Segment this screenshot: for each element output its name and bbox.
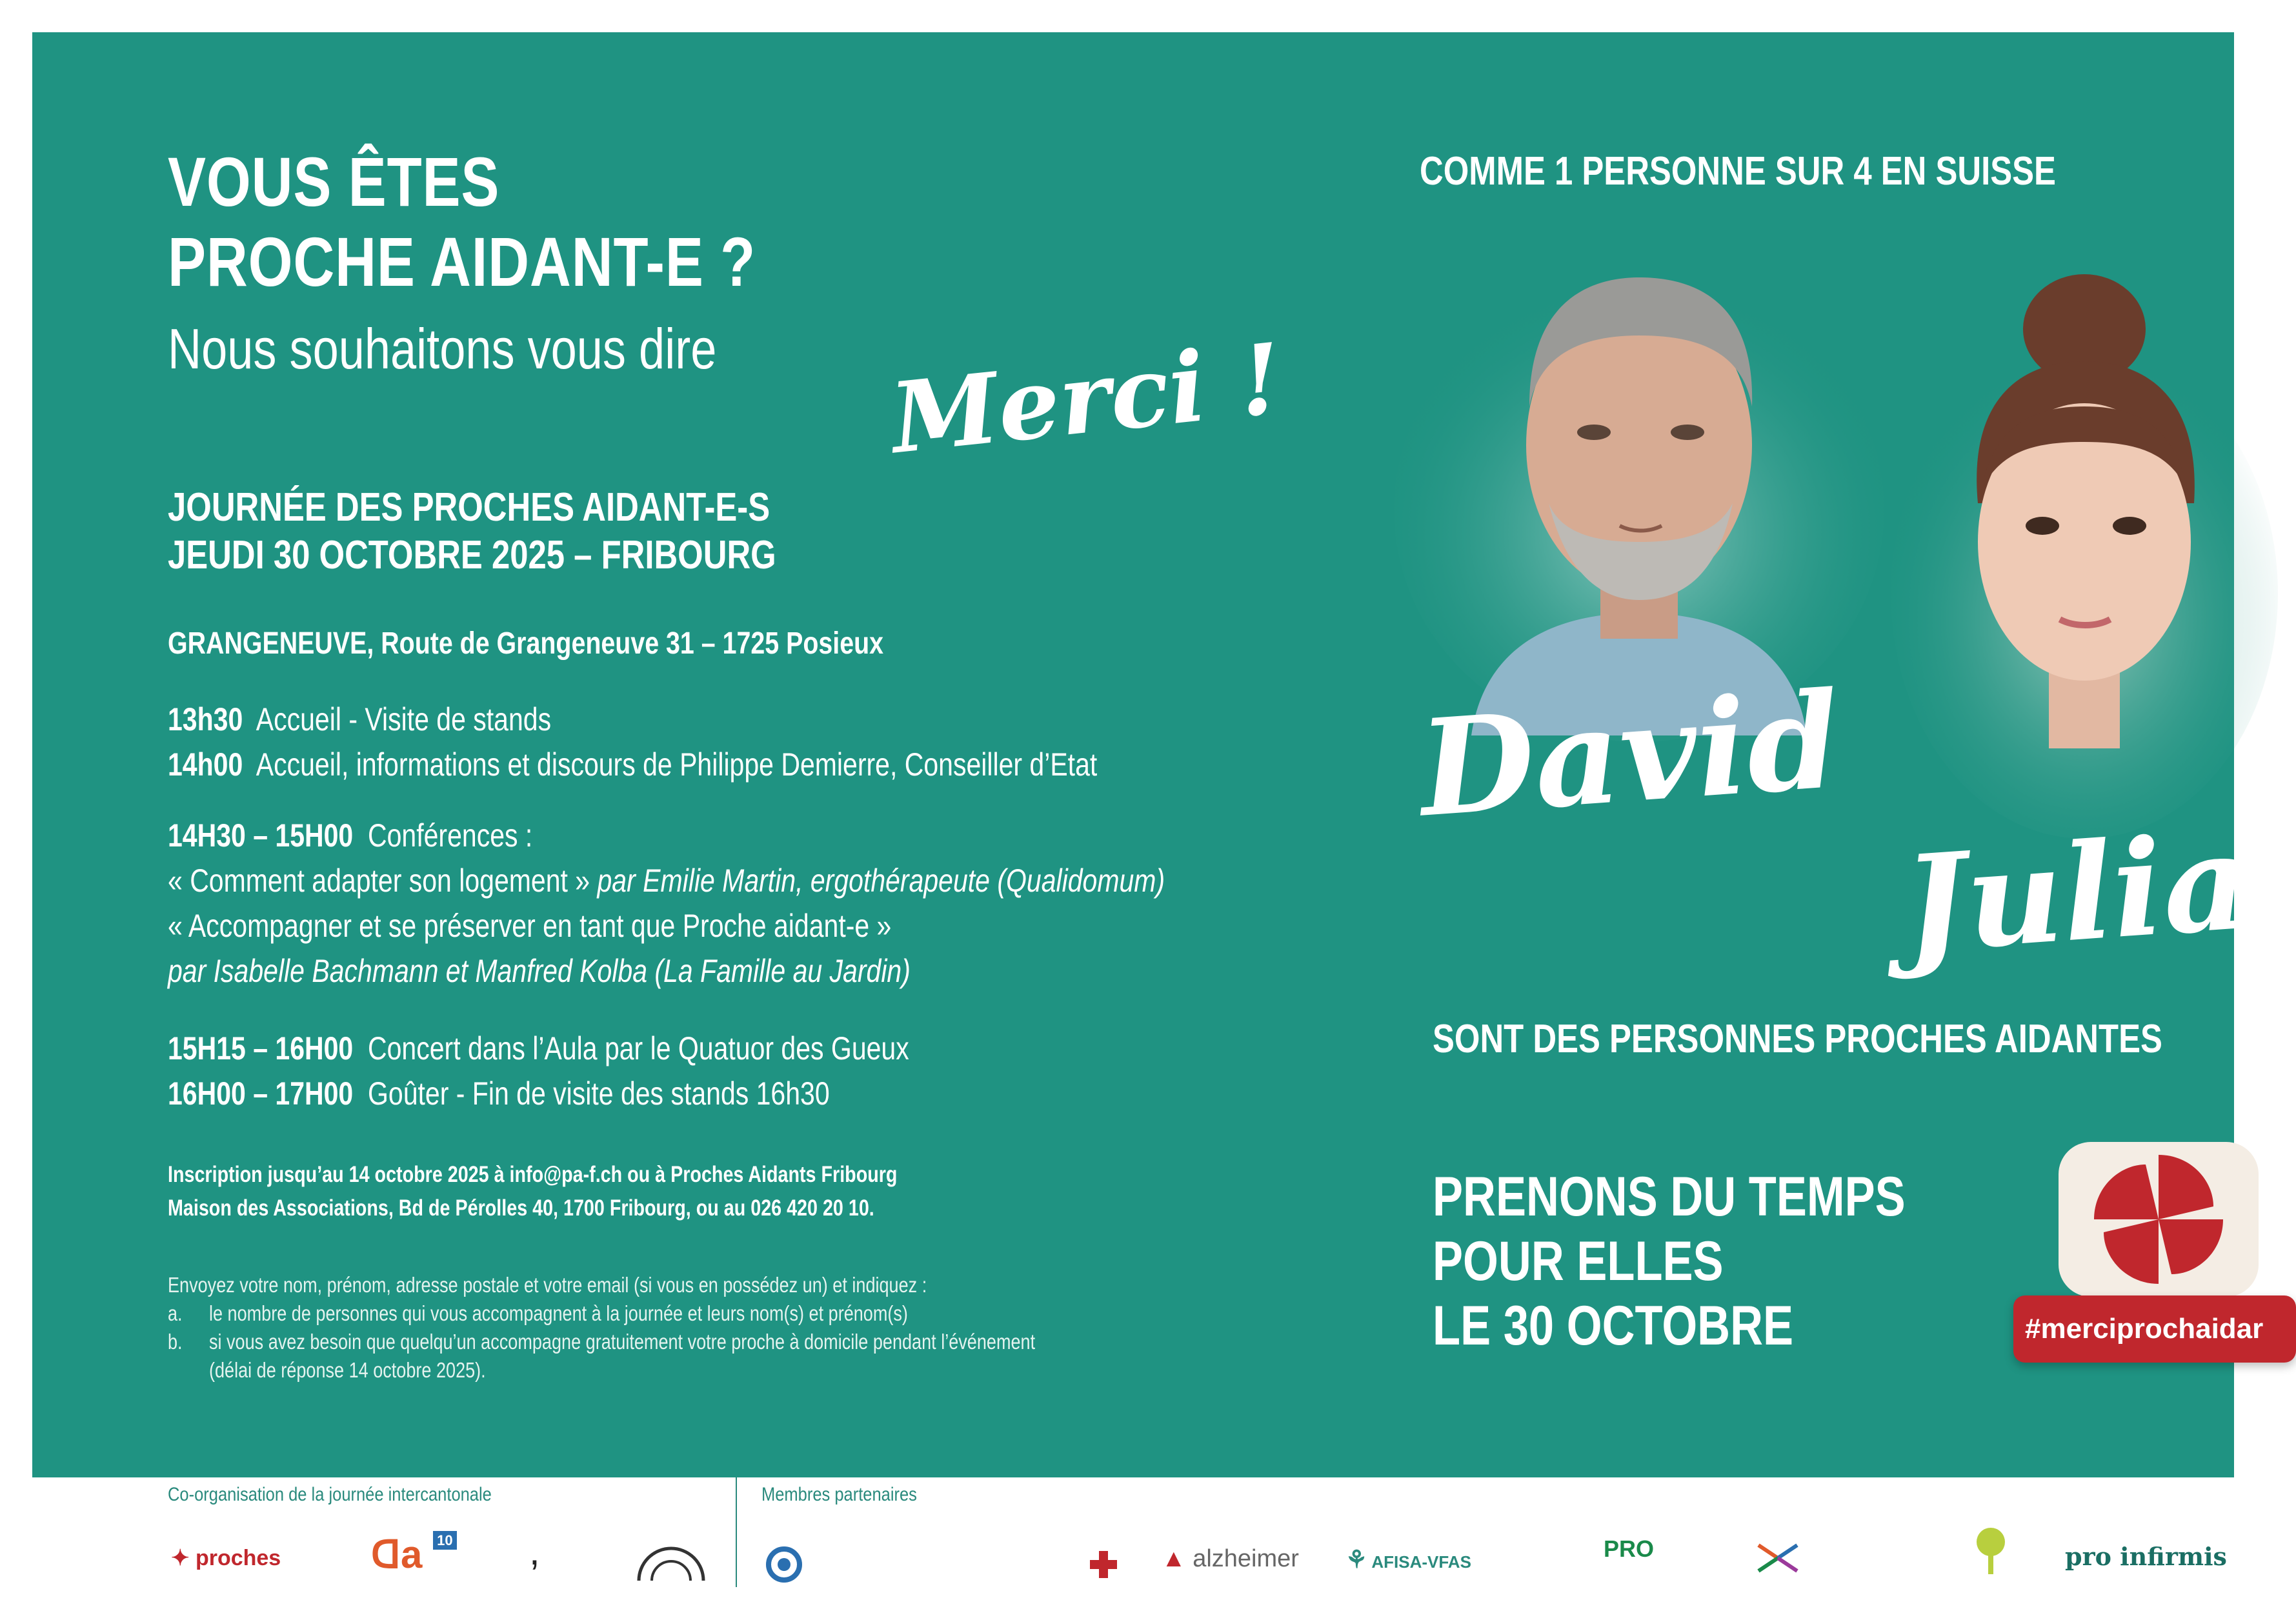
conference-1 (168, 858, 1165, 903)
logo-afisa (1345, 1545, 1471, 1574)
instruction-b (168, 1328, 1035, 1356)
program-time: 13h30 (168, 701, 243, 737)
event-line-1: JOURNÉE DES PROCHES AIDANT-E-S (168, 485, 770, 530)
julia-photo (1891, 258, 2239, 839)
logo-pro-infirmis (2065, 1542, 2227, 1571)
list-text: si vous avez besoin que quelqu’un accompagne gratuitement votre proche à domicile pendant l’événement (208, 1330, 1036, 1354)
name-julia: Julia (1898, 804, 2254, 983)
hero-title (168, 142, 756, 302)
logo-proches (171, 1545, 281, 1571)
people-icon: ⚘ (1345, 1546, 1368, 1574)
partners-label: Membres partenaires (761, 1484, 917, 1505)
program-text: Conférences : (368, 817, 533, 854)
logo-pro-senectute (1604, 1535, 1654, 1563)
conference-speaker: par Emilie Martin, ergothérapeute (Qualidomum) (597, 863, 1165, 899)
footer-divider (736, 1477, 737, 1587)
comma-logo-icon: , (529, 1530, 540, 1573)
program-block-2 (168, 813, 1165, 994)
logo-proches-icon: ✦ (171, 1546, 190, 1570)
globe-logo-icon (636, 1535, 707, 1581)
cta-line-1: PRENONS DU TEMPS (1433, 1166, 1906, 1228)
spiral-logo-icon (765, 1545, 803, 1584)
event-heading (168, 484, 776, 579)
inscription-line-2: Maison des Associations, Bd de Pérolles 40, 1700 Fribourg, ou au 026 420 20 10. (168, 1195, 874, 1221)
inscription-line-1: Inscription jusqu’au 14 octobre 2025 à info@pa-f.ch ou à Proches Aidants Fribourg (168, 1162, 898, 1187)
conference-title: « Comment adapter son logement » (168, 863, 590, 899)
program-block-3 (168, 1026, 909, 1116)
logo-pro-text: PRO (1604, 1535, 1655, 1562)
instructions (168, 1271, 1035, 1385)
logo-afisa-text: AFISA-VFAS (1371, 1552, 1471, 1572)
program-time: 15H15 – 16H00 (168, 1030, 354, 1066)
inscription (168, 1158, 897, 1225)
title-line-1: VOUS ÊTES (168, 143, 500, 221)
program-time: 14h00 (168, 746, 243, 783)
logo-proches-text: proches (195, 1546, 281, 1570)
logo-alzheimer (1162, 1545, 1299, 1573)
list-text: (délai de réponse 14 octobre 2025). (208, 1358, 486, 1382)
statistic-heading: COMME 1 PERSONNE SUR 4 EN SUISSE (1420, 149, 2056, 194)
hero-subtitle: Nous souhaitons vous dire (168, 317, 717, 381)
pinwheel-logo-icon (2052, 1135, 2265, 1303)
program-text: Accueil, informations et discours de Philippe Demierre, Conseiller d’Etat (256, 746, 1098, 783)
logo-pa-icon: ᗡa (371, 1533, 423, 1576)
program-item (168, 742, 1097, 787)
cta-line-3: LE 30 OCTOBRE (1433, 1295, 1794, 1357)
conference-2-title: « Accompagner et se préserver en tant que Proche aidant-e » (168, 908, 892, 944)
list-label: a. (168, 1301, 183, 1325)
title-line-2: PROCHE AIDANT-E ? (168, 223, 756, 301)
program-text: Concert dans l’Aula par le Quatuor des Gueux (368, 1030, 909, 1066)
venue: GRANGENEUVE, Route de Grangeneuve 31 – 1725 Posieux (168, 626, 884, 661)
program-item (168, 1071, 909, 1116)
instructions-intro: Envoyez votre nom, prénom, adresse postale et votre email (si vous en possédez un) et indiquez : (168, 1273, 927, 1297)
poster (32, 32, 2264, 1477)
program-item (168, 1026, 909, 1071)
logo-pa (371, 1532, 457, 1577)
program-text: Accueil - Visite de stands (256, 701, 552, 737)
event-line-2: JEUDI 30 OCTOBRE 2025 – FRIBOURG (168, 533, 776, 577)
red-cross-logo-icon (1087, 1548, 1120, 1581)
program-item (168, 813, 1165, 858)
instruction-a (168, 1299, 1035, 1328)
list-label: b. (168, 1330, 183, 1354)
cta-line-2: POUR ELLES (1433, 1230, 1724, 1292)
program-block-1 (168, 697, 1097, 787)
program-item (168, 697, 1097, 742)
program-time: 16H00 – 17H00 (168, 1075, 354, 1112)
conference-2-speaker: par Isabelle Bachmann et Manfred Kolba (La Famille au Jardin) (168, 953, 911, 989)
caregivers-statement: SONT DES PERSONNES PROCHES AIDANTES (1433, 1017, 2162, 1061)
list-text: le nombre de personnes qui vous accompagnent à la journée et leurs nom(s) et prénom(s) (208, 1301, 908, 1325)
program-text: Goûter - Fin de visite des stands 16h30 (368, 1075, 830, 1112)
logo-pa-badge: 10 (433, 1531, 456, 1550)
merci-script: Merci ! (885, 321, 1287, 476)
logo-pro-infirmis-text: pro infirmis (2065, 1542, 2227, 1571)
tree-logo-icon (1968, 1526, 2013, 1577)
david-photo (1394, 232, 1884, 735)
name-david: David (1415, 663, 1845, 847)
ligues-de-sante-logo-icon (1755, 1539, 1800, 1577)
logo-alzheimer-text: alzheimer (1193, 1545, 1299, 1572)
triangle-icon: ▲ (1162, 1545, 1186, 1572)
call-to-action (1433, 1165, 1906, 1358)
hashtag-badge: #merciprochaidar (2013, 1295, 2296, 1363)
program-time: 14H30 – 15H00 (168, 817, 354, 854)
instruction-b-cont (168, 1356, 1035, 1385)
coorganisation-label: Co-organisation de la journée intercantonale (168, 1484, 492, 1505)
